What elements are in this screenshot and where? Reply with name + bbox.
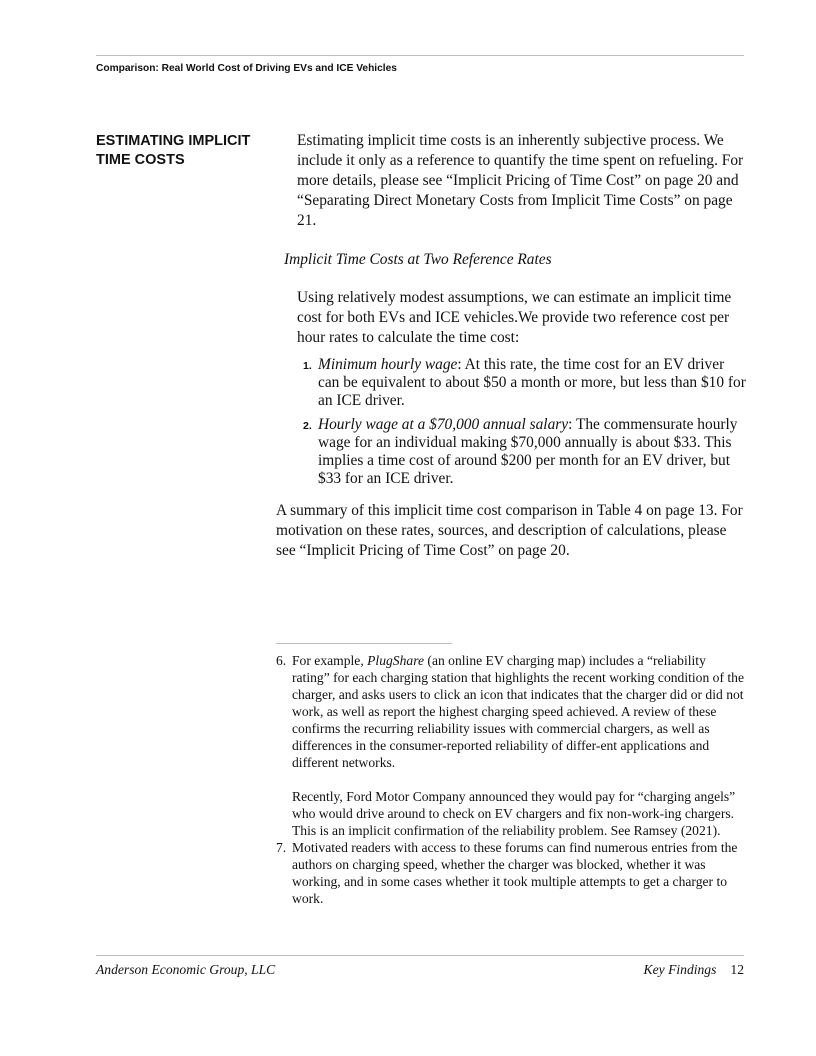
footnote-text: For example, xyxy=(292,653,368,668)
footnote-emphasis: PlugShare xyxy=(367,653,425,668)
list-item-text: : At this rate, the time cost for an EV driver can be equivalent to about $50 a month or more, but less than $10 for an ICE driver. xyxy=(318,356,746,409)
footnote-6 xyxy=(276,652,746,771)
running-header: Comparison: Real World Cost of Driving EVs and ICE Vehicles xyxy=(96,63,397,74)
list-number: 2. xyxy=(303,420,312,432)
assumptions-paragraph: Using relatively modest assumptions, we can estimate an implicit time cost for both EVs and ICE vehicles.We provide two reference cost per hour rates to calculate the time cost: xyxy=(297,289,732,346)
section-heading-line2: TIME COSTS xyxy=(96,152,185,168)
footnotes xyxy=(276,652,746,907)
section-heading-line1: ESTIMATING IMPLICIT xyxy=(96,133,251,149)
footnote-number: 7. xyxy=(276,840,287,855)
section-heading xyxy=(96,132,276,170)
page-number: 12 xyxy=(730,962,744,977)
footnote-rule xyxy=(276,643,452,644)
footnote-7 xyxy=(276,839,746,907)
footer-right xyxy=(644,962,744,978)
list-number: 1. xyxy=(303,360,312,372)
list-item xyxy=(303,356,748,410)
list-item-title: Hourly wage at a $70,000 annual salary xyxy=(318,416,569,433)
rate-list xyxy=(303,356,748,494)
subheading: Implicit Time Costs at Two Reference Rates xyxy=(284,251,552,268)
footnote-number: 6. xyxy=(276,653,287,668)
summary-paragraph: A summary of this implicit time cost comparison in Table 4 on page 13. For motivation on these rates, sources, and description of calculations, please see “Implicit Pricing of Time Cost” on page 20. xyxy=(276,502,743,559)
footnote-6-continuation: Recently, Ford Motor Company announced they would pay for “charging angels” who would drive around to check on EV chargers and fix non-work-ing chargers. This is an implicit confirmation of the reliability problem. See Ramsey (2021). xyxy=(292,789,736,838)
intro-paragraph: Estimating implicit time costs is an inherently subjective process. We include it only as a reference to quantify the time spent on refueling. For more details, please see “Implicit Pricing of Time Cost” on page 20 and “Separating Direct Monetary Costs from Implicit Time Costs” on page 21. xyxy=(297,132,744,229)
footer-rule xyxy=(96,955,744,956)
list-item-title: Minimum hourly wage xyxy=(318,356,458,373)
footnote-text: Motivated readers with access to these forums can find numerous entries from the authors on charging speed, whether the charger was blocked, whether it was working, and in some cases whether it took multiple attempts to get a charger to work. xyxy=(292,840,738,906)
footnote-text: (an online EV charging map) includes a “reliability rating” for each charging station that highlights the recent working condition of the charger, and asks users to click an icon that indicates that the charger did or did not work, as well as report the highest charging speed achieved. A review of these confirms the recurring reliability issues with commercial chargers, as well as differences in the consumer-reported reliability of differ-ent applications and different networks. xyxy=(292,653,744,770)
header-rule xyxy=(96,55,744,56)
footer-organization: Anderson Economic Group, LLC xyxy=(96,962,276,977)
list-item xyxy=(303,416,748,488)
list-item-text: : The commensurate hourly wage for an individual making $70,000 annually is about $33. This implies a time cost of around $200 per month for an EV driver, but $33 for an ICE driver. xyxy=(318,416,738,487)
footer-section-name: Key Findings xyxy=(643,962,717,977)
